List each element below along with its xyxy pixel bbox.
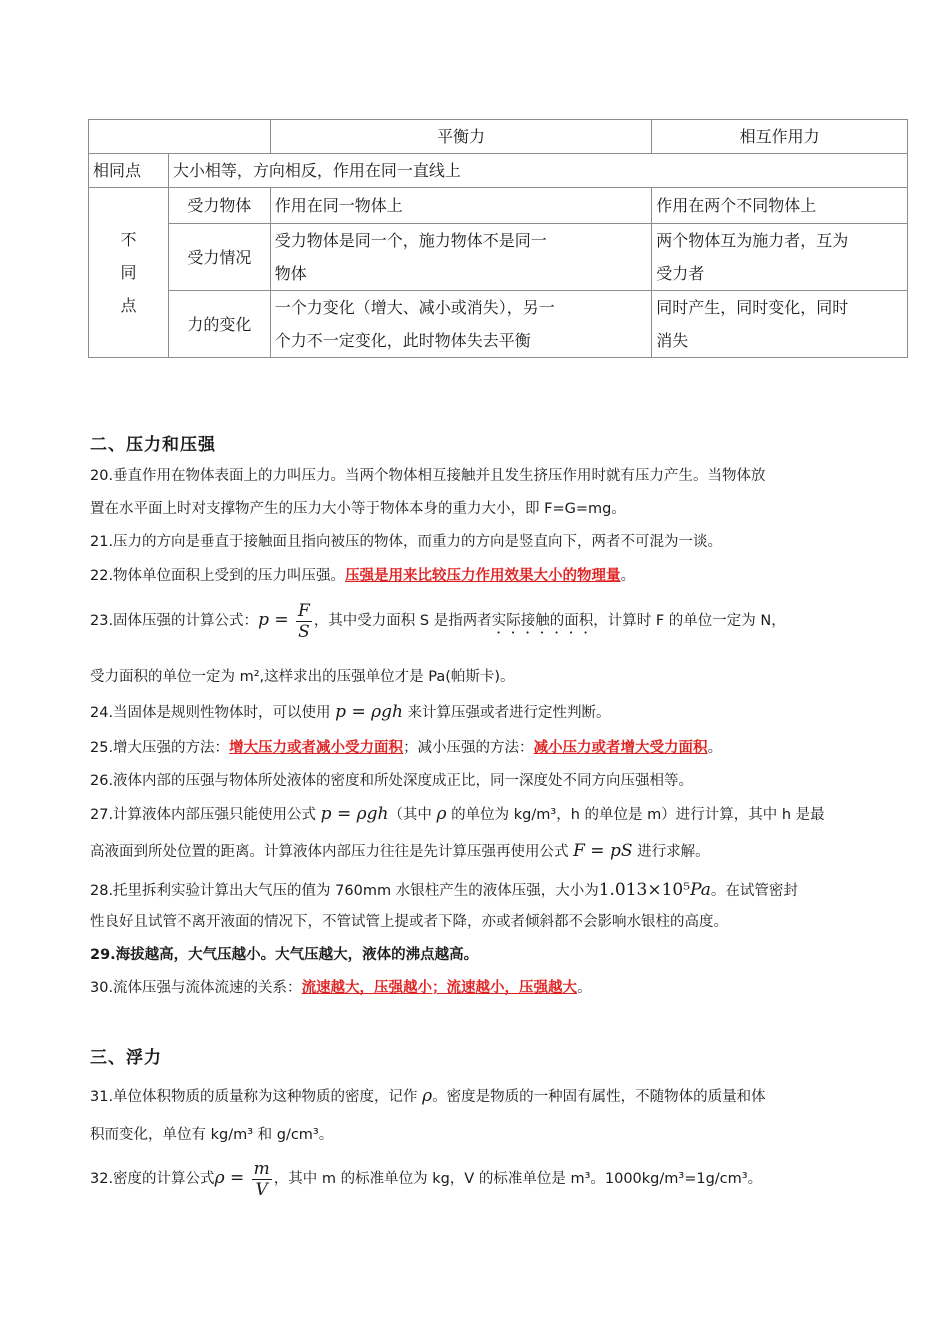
formula-var: ρ	[436, 804, 447, 824]
paragraph-line	[90, 702, 611, 723]
text-run: （其中	[388, 807, 437, 823]
text-run: 30.流体压强与流体流速的关系：	[90, 980, 302, 996]
paragraph-line: 积而变化，单位有 kg/m³ 和 g/cm³。	[90, 1127, 334, 1143]
paragraph-line: 26.液体内部的压强与物体所处液体的密度和所处深度成正比，同一深度处不同方向压强相等。	[90, 773, 694, 789]
formula: p = ρgh	[320, 804, 389, 824]
paragraph-line	[90, 880, 798, 901]
text-run: 。密度是物质的一种固有属性，不随物体的质量和体	[432, 1089, 766, 1105]
text-run: 。在试管密封	[710, 883, 798, 899]
table-header-row	[89, 120, 908, 154]
diff-label	[89, 188, 169, 358]
interaction-cell	[652, 224, 908, 291]
header-empty-cell	[89, 120, 271, 154]
formula: p = ρgh	[335, 702, 403, 722]
highlight-text: 流速越大，压强越小；流速越小，压强越大	[301, 980, 578, 996]
formula-unit: Pa	[690, 880, 711, 900]
text-run: 23.固体压强的计算公式：	[90, 613, 259, 629]
paragraph-line	[90, 1086, 766, 1107]
header-interaction-force: 相互作用力	[652, 120, 908, 154]
formula-var: p	[258, 610, 269, 630]
cell-line: 个力不一定变化，此时物体失去平衡	[274, 331, 531, 350]
formula-op: =	[268, 610, 295, 630]
row-label: 力的变化	[168, 291, 270, 358]
cell-line: 一个力变化（增大、减小或消失），另一	[274, 298, 555, 317]
fraction	[296, 601, 312, 642]
cell-line: 受力物体是同一个，施力物体不是同一	[274, 231, 547, 250]
same-text: 大小相等，方向相反，作用在同一直线上	[168, 154, 907, 188]
interaction-cell	[652, 291, 908, 358]
text-run: 。	[707, 740, 723, 756]
comparison-table	[88, 119, 908, 358]
fraction-denominator: S	[298, 621, 310, 642]
text-run: 24.当固体是规则性物体时，可以使用	[90, 705, 336, 721]
table-row	[89, 188, 908, 224]
balance-cell	[270, 224, 652, 291]
highlight-text: 压强是用来比较压力作用效果大小的物理量	[345, 568, 621, 584]
text-run: 27.计算液体内部压强只能使用公式	[90, 807, 321, 823]
cell-line: 两个物体互为施力者，互为	[656, 231, 849, 250]
text-run: 28.托里拆利实验计算出大气压的值为 760mm 水银柱产生的液体压强，大小为	[90, 883, 599, 899]
formula-op: =	[224, 1168, 250, 1188]
paragraph-line	[90, 1156, 762, 1201]
text-run: 32.密度的计算公式	[90, 1171, 215, 1187]
paragraph-line: 21.压力的方向是垂直于接触面且指向被压的物体，而重力的方向是竖直向下，两者不可混为一谈。	[90, 534, 723, 550]
row-label: 受力情况	[168, 224, 270, 291]
balance-cell: 作用在同一物体上	[270, 188, 652, 224]
text-run: 。	[620, 568, 636, 584]
paragraph-line	[90, 598, 786, 643]
text-run: 来计算压强或者进行定性判断。	[402, 705, 611, 721]
text-run: 31.单位体积物质的质量称为这种物质的密度，记作	[90, 1089, 423, 1105]
paragraph-line: 性良好且试管不离开液面的情况下，不管试管上提或者下降，亦或者倾斜都不会影响水银柱的高度。	[90, 914, 728, 930]
text-run: ，其中 m 的标准单位为 kg，V 的标准单位是 m³。1000kg/m³=1g/cm³。	[273, 1171, 763, 1187]
paragraph-line	[90, 738, 722, 758]
text-run: ，其中受力面积 S 是指两者	[313, 613, 492, 629]
highlight-text: 减小压力或者增大受力面积	[533, 740, 708, 756]
emphasis-text: 实际接触的面积	[491, 613, 594, 629]
text-run: 进行求解。	[632, 844, 710, 860]
cell-line: 受力者	[656, 264, 705, 283]
section-title: 三、浮力	[90, 1048, 162, 1068]
diff-label-char: 同	[120, 263, 137, 282]
header-balance-force: 平衡力	[270, 120, 652, 154]
text-run: ；减小压强的方法：	[403, 740, 534, 756]
fraction-numerator: m	[253, 1158, 270, 1179]
section-title: 二、压力和压强	[90, 435, 216, 455]
balance-cell	[270, 291, 652, 358]
row-label: 受力物体	[168, 188, 270, 224]
table-row-same	[89, 154, 908, 188]
cell-line: 物体	[274, 264, 307, 283]
text-run: 高液面到所处位置的距离。计算液体内部压力往往是先计算压强再使用公式	[90, 844, 574, 860]
fraction-numerator: F	[298, 600, 310, 621]
paragraph-line: 受力面积的单位一定为 m²,这样求出的压强单位才是 Pa(帕斯卡)。	[90, 669, 515, 685]
text-run: 22.物体单位面积上受到的压力叫压强。	[90, 568, 346, 584]
formula-var: ρ	[422, 1086, 433, 1106]
paragraph-line	[90, 978, 592, 998]
fraction	[252, 1159, 272, 1200]
same-label: 相同点	[89, 154, 169, 188]
cell-line: 消失	[656, 331, 689, 350]
paragraph-line: 29.海拔越高，大气压越小。大气压越大，液体的沸点越高。	[90, 947, 479, 963]
text-run: 25.增大压强的方法：	[90, 740, 230, 756]
text-run: 。	[577, 980, 592, 996]
paragraph-line	[90, 804, 825, 825]
table-row	[89, 224, 908, 291]
highlight-text: 增大压力或者减小受力面积	[229, 740, 404, 756]
interaction-cell: 作用在两个不同物体上	[652, 188, 908, 224]
formula: F = pS	[573, 841, 633, 861]
formula-value: 1.013×10⁵	[598, 880, 691, 900]
formula-var: ρ	[214, 1168, 225, 1188]
table-row	[89, 291, 908, 358]
fraction-denominator: V	[255, 1179, 268, 1200]
paragraph-line: 20.垂直作用在物体表面上的力叫压力。当两个物体相互接触并且发生挤压作用时就有压力产生。当物体放	[90, 468, 766, 484]
diff-label-char: 不	[120, 230, 137, 249]
paragraph-line: 置在水平面上时对支撑物产生的压力大小等于物体本身的重力大小，即 F=G=mg。	[90, 501, 626, 517]
paragraph-line	[90, 841, 710, 862]
diff-label-char: 点	[120, 296, 137, 315]
text-run: ，计算时 F 的单位一定为 N，	[593, 613, 786, 629]
text-run: 的单位为 kg/m³，h 的单位是 m）进行计算，其中 h 是最	[446, 807, 825, 823]
paragraph-line	[90, 566, 635, 586]
cell-line: 同时产生，同时变化，同时	[656, 298, 849, 317]
